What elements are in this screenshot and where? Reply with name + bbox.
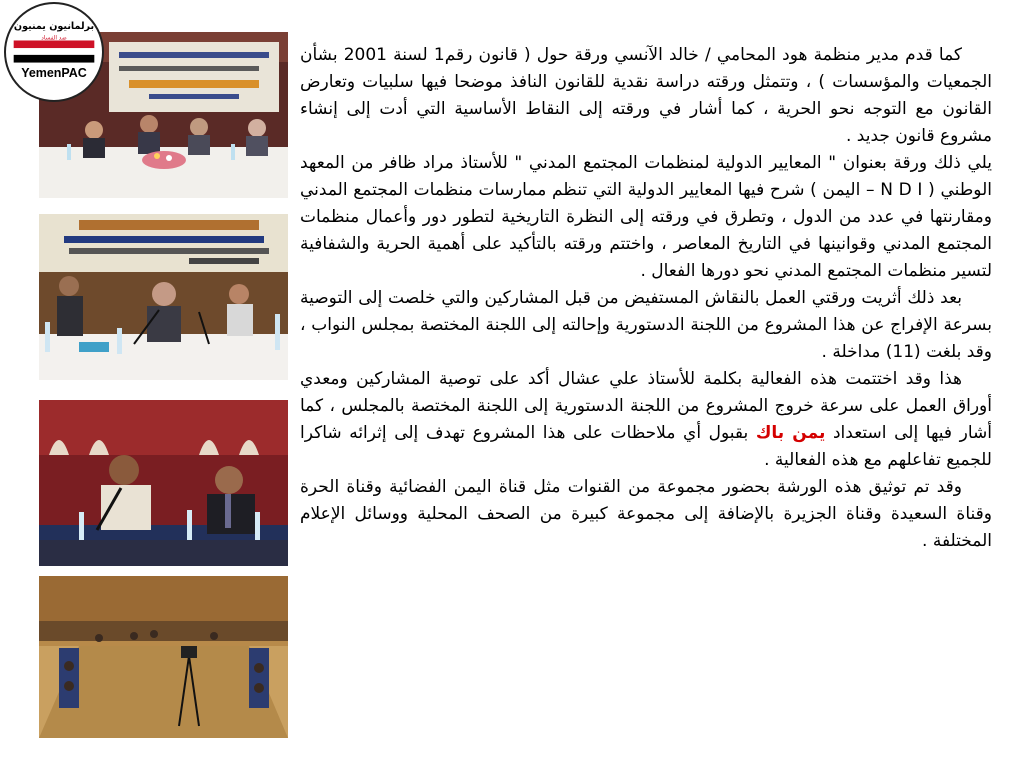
article-paragraph: بعد ذلك أثريت ورقتي العمل بالنقاش المستفيض من قبل المشاركين والتي خلصت إلى التوصية بسرعة الإفراج عن هذا المشروع من اللجنة الدستورية وإحالته إلى اللجنة المختصة بمجلس النواب ، وقد بلغت (11) مداخلة .: [300, 288, 992, 362]
photo-speaker-panel: [39, 214, 288, 380]
photo-icon: [39, 400, 288, 566]
photo-panelists: [39, 400, 288, 566]
article-paragraph: وقد تم توثيق هذه الورشة بحضور مجموعة من القنوات مثل قناة اليمن الفضائية وقناة الحرة وقناة السعيدة وقناة الجزيرة بالإضافة إلى مجموعة كبيرة من الصحف المحلية ووسائل الإعلام المختلفة .: [300, 477, 992, 551]
article-paragraph: [300, 366, 992, 474]
yemenpac-brand-name: يمن باك: [755, 423, 826, 443]
photo-workshop-hall: [39, 576, 288, 738]
article-text: بقبول أي ملاحظات على هذا المشروع تهدف إلى إثرائه شاكرا للجميع تفاعلهم مع هذه الفعالية .: [300, 423, 992, 470]
yemenpac-emblem: [6, 4, 102, 100]
article-text: هذا وقد اختتمت هذه الفعالية بكلمة للأستاذ علي عشال أكد على توصية المشاركين ومعدي أوراق العمل على سرعة خروج المشروع من اللجنة الدستورية إلى اللجنة المختصة بالمجلس ، كما أشار فيها إلى استعداد: [300, 369, 992, 443]
logo-english-name: YemenPAC: [21, 65, 87, 80]
logo-arabic-title: برلمانيون يمنيون: [13, 20, 95, 32]
yemenpac-logo: [4, 2, 104, 102]
photo-icon: [39, 214, 288, 380]
article-body: [300, 42, 992, 555]
logo-arabic-subtitle: ضد الفساد: [41, 35, 67, 42]
article-paragraph: كما قدم مدير منظمة هود المحامي / خالد الآنسي ورقة حول ( قانون رقم1 لسنة 2001 بشأن الجمعيات والمؤسسات ) ، وتتمثل ورقته دراسة نقدية للقانون النافذ موضحا فيها سلبيات وتعارض القانون مع التوجه نحو الحرية ، كما أشار في ورقته إلى النقاط الأساسية التي أدت إلى إنشاء مشروع قانون جديد .: [300, 45, 992, 146]
article-paragraph: يلي ذلك ورقة بعنوان " المعايير الدولية لمنظمات المجتمع المدني " للأستاذ مراد ظافر من المعهد الوطني ( N D I – اليمن ) شرح فيها المعايير الدولية التي تنظم ممارسات منظمات المجتمع المدني ومقارنتها في عدد من الدول ، وتطرق في ورقته إلى النظرة التاريخية لتطور دور وأعمال منظمات المجتمع المدني وقوانينها في التاريخ المعاصر ، واختتم ورقته بالتأكيد على أهمية الحرية والشفافية لتسير منظمات المجتمع المدني نحو دورها الفعال .: [300, 153, 992, 281]
photo-icon: [39, 576, 288, 738]
